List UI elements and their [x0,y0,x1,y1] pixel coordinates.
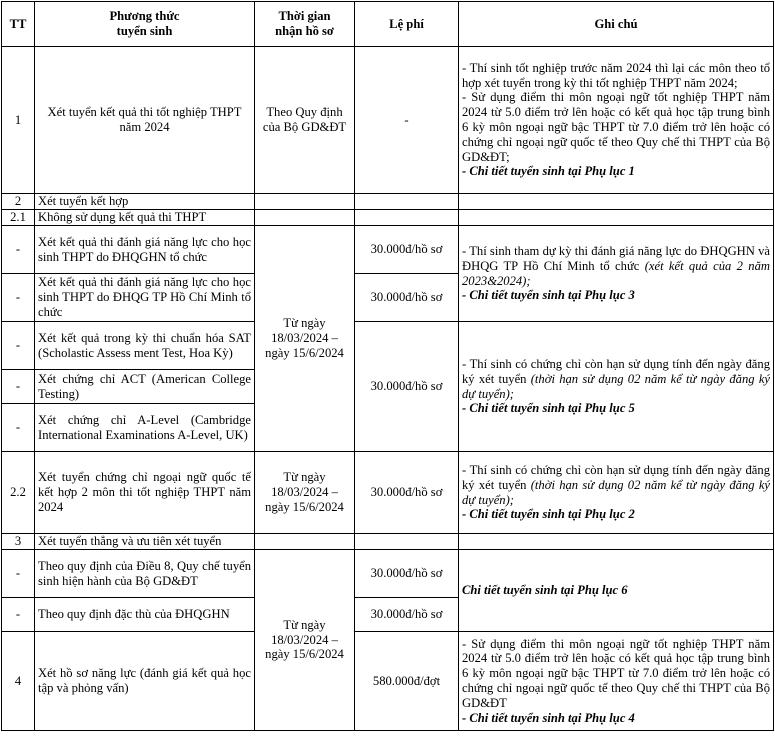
row-number: - [2,370,35,404]
row-number: - [2,274,35,322]
fee-cell: - [355,47,459,194]
appendix-reference: - Chi tiết tuyển sinh tại Phụ lục 1 [462,164,635,179]
row-number: - [2,226,35,274]
time-cell [255,534,355,550]
fee-cell: 30.000đ/hồ sơ [355,226,459,274]
table-row [2,322,774,370]
method-cell: Xét tuyển chứng chỉ ngoại ngữ quốc tế kết hợp 2 môn thi tốt nghiệp THPT năm 2024 [35,452,255,534]
header-time [255,2,355,47]
fee-cell [355,534,459,550]
time-cell: Theo Quy định của Bộ GD&ĐT [255,47,355,194]
time-cell: Từ ngày 18/03/2024 – ngày 15/6/2024 [255,452,355,534]
header-method-line1: Phương thức [109,9,180,24]
header-time-line1: Thời gian [278,9,331,24]
header-time-line2: nhận hồ sơ [275,24,334,38]
time-cell [255,210,355,226]
table-row [2,210,774,226]
table-row [2,452,774,534]
note-cell [459,226,774,322]
header-tt: TT [2,2,35,47]
time-cell: Từ ngày 18/03/2024 – ngày 15/6/2024 [255,550,355,731]
note-italic: (thời hạn sử dụng 02 năm kể từ ngày đăng ký dự tuyển); [462,477,771,507]
row-number: 3 [2,534,35,550]
note-italic: (thời hạn sử dụng 02 năm kể từ ngày đăng ký dự tuyển); [462,371,771,401]
method-cell: Xét kết quả thi đánh giá năng lực cho học sinh THPT do ĐHQGHN tổ chức [35,226,255,274]
method-cell: Không sử dụng kết quả thi THPT [35,210,255,226]
note-cell [459,47,774,194]
method-cell: Xét tuyển thẳng và ưu tiên xét tuyển [35,534,255,550]
table-row [2,550,774,598]
table-row [2,534,774,550]
time-cell: Từ ngày 18/03/2024 – ngày 15/6/2024 [255,226,355,452]
note-italic: (xét kết quả của 2 năm 2023&2024); [462,258,770,288]
appendix-reference: - Chi tiết tuyển sinh tại Phụ lục 2 [462,507,635,522]
method-cell: Xét chứng chỉ A-Level (Cambridge International Examinations A-Level, UK) [35,404,255,452]
note-text: - Thí sinh có chứng chỉ còn hạn sử dụng tính đến ngày đăng ký xét tuyển [462,462,770,492]
row-number: - [2,404,35,452]
note-cell [459,210,774,226]
table-row [2,632,774,731]
header-row [2,2,774,47]
row-number: 2 [2,194,35,210]
method-cell: Theo quy định đặc thù của ĐHQGHN [35,598,255,632]
note-text: - Thí sinh tham dự kỳ thi đánh giá năng lực do ĐHQGHN và ĐHQG TP Hồ Chí Minh tổ chức [462,243,770,273]
fee-cell: 30.000đ/hồ sơ [355,274,459,322]
method-cell: Xét tuyển kết quả thi tốt nghiệp THPT năm 2024 [35,47,255,194]
appendix-reference: - Chi tiết tuyển sinh tại Phụ lục 3 [462,288,635,303]
note-line [462,357,770,401]
fee-cell: 30.000đ/hồ sơ [355,322,459,452]
method-cell: Xét kết quả thi đánh giá năng lực cho học sinh THPT do ĐHQG TP Hồ Chí Minh tổ chức [35,274,255,322]
appendix-reference: - Chi tiết tuyển sinh tại Phụ lục 5 [462,401,635,416]
fee-cell [355,210,459,226]
method-cell: Xét hồ sơ năng lực (đánh giá kết quả học tập và phỏng vấn) [35,632,255,731]
row-number: 1 [2,47,35,194]
appendix-reference: - Chi tiết tuyển sinh tại Phụ lục 4 [462,710,635,725]
note-cell [459,534,774,550]
note-cell [459,452,774,534]
note-text: - Thí sinh có chứng chỉ còn hạn sử dụng tính đến ngày đăng ký xét tuyển [462,356,770,386]
note-line: - Sử dụng điểm thi môn ngoại ngữ tốt nghiệp THPT năm 2024 từ 5.0 điểm trở lên hoặc có kết quả học tập trung bình 6 kỳ môn ngoại ngữ bậc THPT từ 7.0 điểm trở lên hoặc có chứng chỉ ngoại ngữ quốc tế theo Quy chế thi THPT của Bộ GD&ĐT [462,636,770,710]
method-cell: Theo quy định của Điều 8, Quy chế tuyển sinh hiện hành của Bộ GD&ĐT [35,550,255,598]
fee-cell [355,194,459,210]
row-number: 2.2 [2,452,35,534]
table-row [2,226,774,274]
note-cell [459,194,774,210]
fee-cell: 30.000đ/hồ sơ [355,550,459,598]
fee-cell: 30.000đ/hồ sơ [355,452,459,534]
time-cell [255,194,355,210]
method-cell: Xét kết quả trong kỳ thi chuẩn hóa SAT (Scholastic Assess ment Test, Hoa Kỳ) [35,322,255,370]
method-cell: Xét chứng chỉ ACT (American College Testing) [35,370,255,404]
header-method [35,2,255,47]
row-number: 4 [2,632,35,731]
note-line: - Thí sinh tốt nghiệp trước năm 2024 thì lại các môn theo tổ hợp xét tuyển trong kỳ thi tốt nghiệp THPT năm 2024; [462,60,770,90]
header-note: Ghi chú [459,2,774,47]
method-cell: Xét tuyển kết hợp [35,194,255,210]
row-number: - [2,598,35,632]
header-fee: Lệ phí [355,2,459,47]
row-number: - [2,322,35,370]
note-line [462,463,770,507]
note-cell [459,322,774,452]
fee-cell: 30.000đ/hồ sơ [355,598,459,632]
appendix-reference: Chi tiết tuyển sinh tại Phụ lục 6 [459,550,774,632]
row-number: - [2,550,35,598]
fee-cell: 580.000đ/đợt [355,632,459,731]
note-line [462,244,770,288]
header-method-line2: tuyển sinh [116,24,173,38]
admission-methods-table [1,1,774,731]
row-number: 2.1 [2,210,35,226]
table-row [2,47,774,194]
note-line: - Sử dụng điểm thi môn ngoại ngữ tốt nghiệp THPT năm 2024 từ 5.0 điểm trở lên hoặc có kết quả học tập trung bình 6 kỳ môn ngoại ngữ bậc THPT từ 7.0 điểm trở lên hoặc có chứng chỉ ngoại ngữ quốc tế theo Quy chế thi THPT của Bộ GD&ĐT; [462,90,770,164]
note-cell [459,632,774,731]
table-row [2,194,774,210]
